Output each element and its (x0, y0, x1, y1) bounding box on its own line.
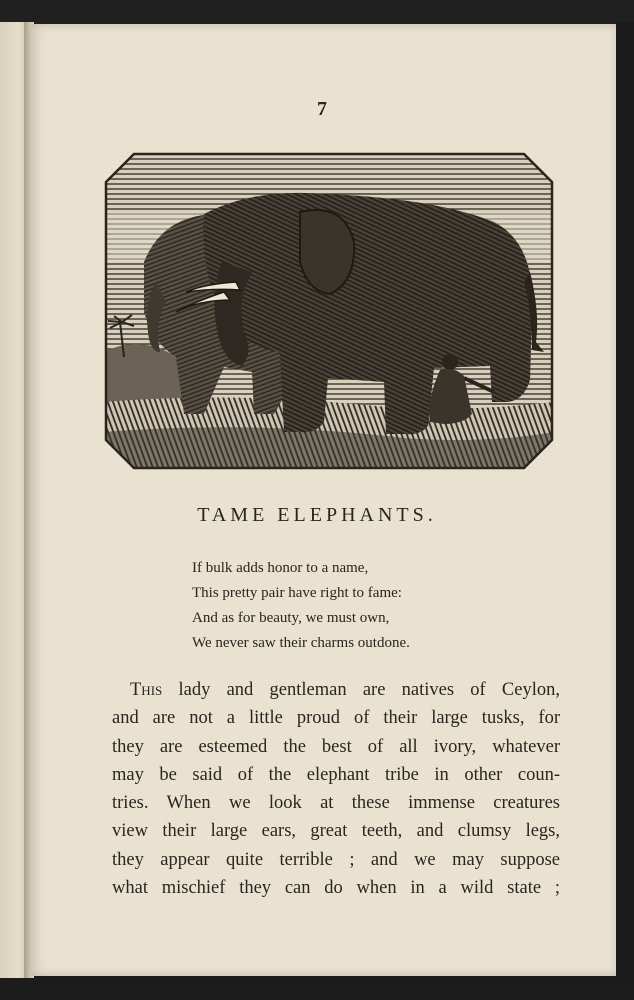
prose-line: they are esteemed the best of all ivory, whatever (112, 736, 560, 757)
verse-line: This pretty pair have right to fame: (192, 585, 402, 601)
verse-line: If bulk adds honor to a name, (192, 560, 369, 576)
verse-line: And as for beauty, we must own, (192, 610, 390, 626)
elephants-engraving-icon (104, 152, 554, 470)
chapter-title: TAME ELEPHANTS. (197, 504, 437, 526)
prose-line: tries. When we look at these immense creatures (112, 793, 560, 814)
background-bottom (0, 978, 634, 1000)
prose-line: view their large ears, great teeth, and clumsy legs, (112, 821, 560, 842)
prose-line-text: lady and gentleman are natives of Ceylon, (162, 680, 560, 700)
page-number: 7 (317, 98, 327, 120)
background-right (616, 22, 634, 980)
prose-line: what mischief they can do when in a wild state ; (112, 878, 560, 899)
verse (192, 556, 532, 656)
prose-line: and are not a little proud of their large tusks, for (112, 708, 560, 729)
verse-line: We never saw their charms outdone. (192, 635, 410, 651)
prose-paragraph (112, 676, 560, 902)
drop-word: This (130, 680, 163, 700)
prose-line: may be said of the elephant tribe in other coun- (112, 764, 560, 785)
prose-line: they appear quite terrible ; and we may suppose (112, 849, 560, 870)
background-top (0, 0, 634, 24)
prose-line (112, 676, 560, 704)
